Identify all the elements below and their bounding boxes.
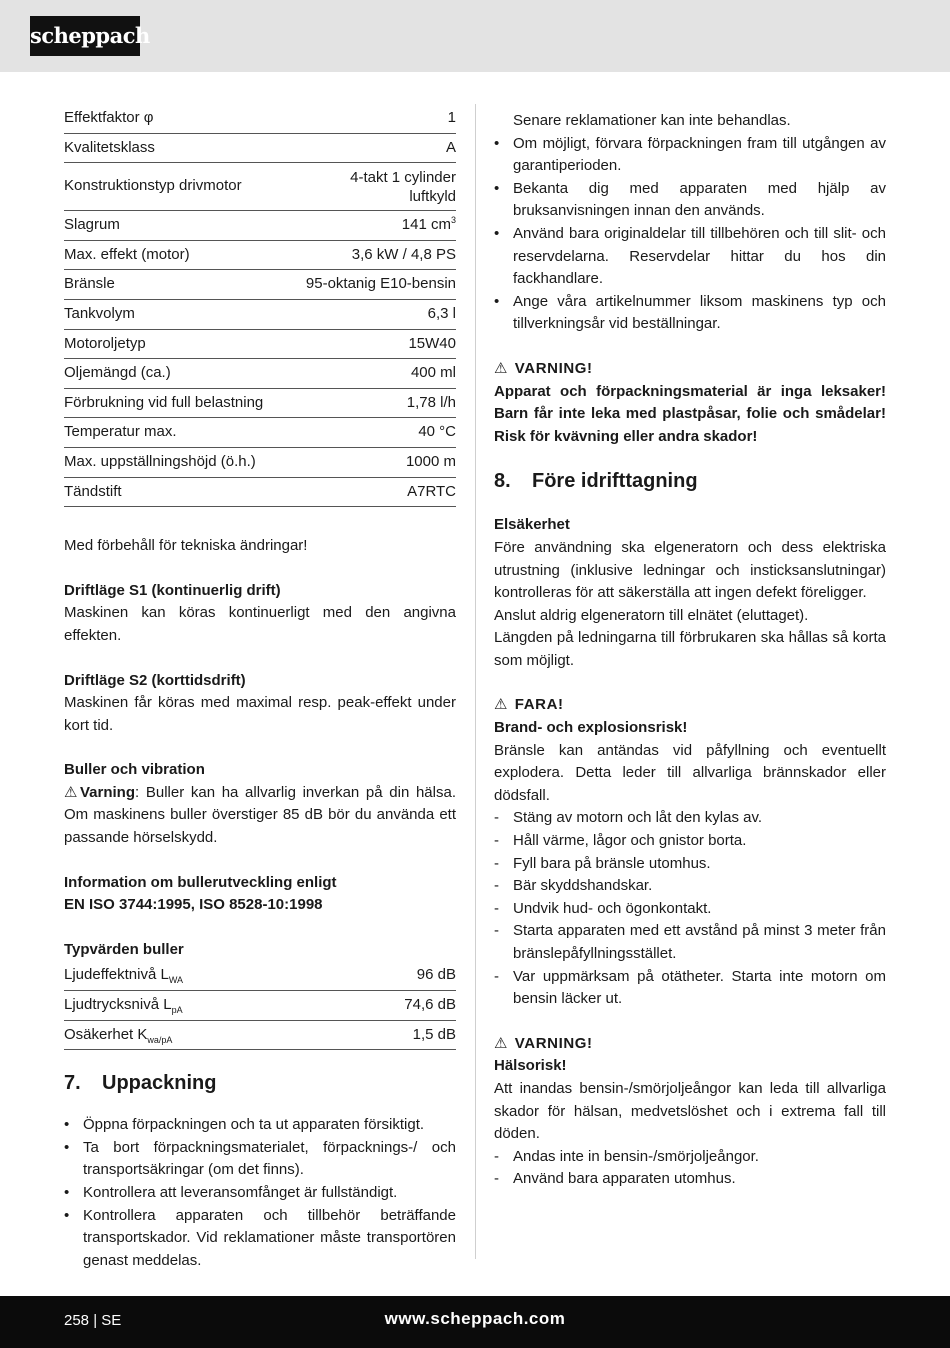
elec-text: Före användning ska elgeneratorn och dess elektriska utrustning (inklusive ledningar och insticksanslutningar) kontrolleras för att säkerställa att ingen defekt föreligger.: [494, 538, 886, 602]
list-item: - Håll värme, lågor och gnistor borta.: [494, 830, 886, 853]
section-8-number: 8.: [494, 470, 511, 493]
spec-label: Effektfaktor φ: [64, 104, 288, 133]
spec-value: [288, 211, 456, 241]
s1-text: Maskinen kan köras kontinuerligt med den angivna effekten.: [64, 604, 456, 644]
s2-heading: Driftläge S2 (korttidsdrift): [64, 671, 246, 689]
spec-value-line2: luftkyld: [409, 187, 456, 205]
table-row: [64, 133, 456, 163]
table-row: [64, 329, 456, 359]
table-row: [64, 104, 456, 133]
warning-2-subheading: Hälsorisk!: [494, 1057, 567, 1075]
section-7-number: 7.: [64, 1072, 81, 1095]
list-item: • Använd bara originaldelar till tillbehören och till slit- och reservdelarna. Reservdelar hittar du hos din fackhandlare.: [494, 223, 886, 291]
list-item: - Stäng av motorn och låt den kylas av.: [494, 807, 886, 830]
reservation-note: Med förbehåll för tekniska ändringar!: [64, 537, 308, 555]
page-header: [0, 0, 950, 72]
s1-heading: Driftläge S1 (kontinuerlig drift): [64, 581, 281, 599]
right-column: [494, 110, 886, 1191]
noise-label-sub: WA: [168, 975, 183, 986]
list-item: • Öppna förpackningen och ta ut apparaten försiktigt.: [64, 1114, 456, 1137]
table-row: [64, 163, 456, 211]
list-item: • Ange våra artikelnummer liksom maskinens typ och tillverkningsår vid beställningar.: [494, 291, 886, 336]
table-row: [64, 1020, 456, 1050]
noise-table: [64, 961, 456, 1050]
list-item: • Bekanta dig med apparaten med hjälp av bruksanvisningen innan den används.: [494, 178, 886, 223]
noise-label-main: Ljudtrycksnivå L: [64, 996, 172, 1014]
spec-label: Max. effekt (motor): [64, 240, 288, 270]
noise-value: 1,5 dB: [337, 1020, 456, 1050]
elec-heading: Elsäkerhet: [494, 516, 570, 534]
noise-warning-text: : Buller kan ha allvarlig inverkan på din hälsa. Om maskinens buller överstiger 85 dB bör du använda ett passande hörselskydd.: [64, 783, 456, 847]
info-heading-2: EN ISO 3744:1995, ISO 8528-10:1998: [64, 896, 323, 914]
noise-label-main: Osäkerhet K: [64, 1025, 148, 1043]
noise-label: [64, 1020, 337, 1050]
continued-text: Senare reklamationer kan inte behandlas.: [513, 112, 791, 129]
warning-2-title: VARNING!: [514, 1034, 593, 1052]
warning-1-heading: [494, 358, 886, 381]
warning-2-text: Att inandas bensin-/smörjoljeångor kan leda till allvarliga skador för hälsan, medvetslöshet och i extrema fall till döden.: [494, 1079, 886, 1143]
noise-heading: Buller och vibration: [64, 761, 205, 779]
noise-value: 96 dB: [337, 961, 456, 990]
list-item: - Starta apparaten med ett avstånd på minst 3 meter från bränslepåfyllningsstället.: [494, 920, 886, 965]
warning-2-heading: [494, 1033, 886, 1056]
brand-logo: scheppach: [30, 16, 140, 56]
section-8-heading: [494, 468, 886, 494]
spec-label: Kvalitetsklass: [64, 133, 288, 163]
warning-triangle-icon: ⚠: [494, 359, 509, 377]
spec-value: 400 ml: [288, 359, 456, 389]
spec-value: 6,3 l: [288, 299, 456, 329]
noise-label: [64, 961, 337, 990]
packaging-list: [494, 133, 886, 336]
left-column: [64, 104, 456, 1272]
spec-value: 40 °C: [288, 418, 456, 448]
spec-value-line1: 4-takt 1 cylinder: [350, 168, 456, 186]
spec-label: Max. uppställningshöjd (ö.h.): [64, 447, 288, 477]
website-link[interactable]: www.scheppach.com: [384, 1309, 566, 1328]
noise-warning: [64, 782, 456, 850]
table-row: [64, 359, 456, 389]
danger-title: FARA!: [514, 696, 564, 714]
list-item: - Bär skyddshandskar.: [494, 875, 886, 898]
table-row: [64, 447, 456, 477]
warning-1-title: VARNING!: [514, 359, 593, 377]
spec-label: Tändstift: [64, 477, 288, 507]
spec-value: 3,6 kW / 4,8 PS: [288, 240, 456, 270]
spec-value-main: 141 cm: [401, 216, 451, 234]
spec-label: Tankvolym: [64, 299, 288, 329]
noise-label-sub: wa/pA: [147, 1034, 173, 1045]
column-divider: [475, 104, 476, 1259]
list-item: • Ta bort förpackningsmaterialet, förpacknings-/ och transportsäkringar (om det finns).: [64, 1137, 456, 1182]
danger-heading: [494, 694, 886, 717]
table-row: [64, 299, 456, 329]
spec-label: Motoroljetyp: [64, 329, 288, 359]
table-row: [64, 961, 456, 990]
spec-value-sup: 3: [450, 215, 456, 226]
list-item: - Var uppmärksam på otätheter. Starta inte motorn om bensin läcker ut.: [494, 966, 886, 1011]
table-row: [64, 991, 456, 1021]
table-row: [64, 388, 456, 418]
warning-1-text: Apparat och förpackningsmaterial är inga leksaker! Barn får inte leka med plastpåsar, folie och smådelar! Risk för kvävning eller andra skador!: [494, 382, 886, 445]
spec-value: [288, 163, 456, 211]
noise-label-main: Ljudeffektnivå L: [64, 966, 169, 984]
spec-label: Förbrukning vid full belastning: [64, 388, 288, 418]
list-item: • Kontrollera apparaten och tillbehör beträffande transportskador. Vid reklamationer måste transportören genast meddelas.: [64, 1205, 456, 1273]
danger-subheading: Brand- och explosionsrisk!: [494, 719, 688, 737]
table-row: [64, 477, 456, 507]
warning-triangle-icon: ⚠: [494, 696, 509, 714]
elec-text-2: Anslut aldrig elgeneratorn till elnätet (eluttaget).: [494, 606, 809, 624]
noise-label: [64, 991, 337, 1021]
spec-value: 1,78 l/h: [288, 388, 456, 418]
s2-text: Maskinen får köras med maximal resp. peak-effekt under kort tid.: [64, 694, 456, 734]
spec-value: 1: [288, 104, 456, 133]
table-row: [64, 240, 456, 270]
spec-value: 15W40: [288, 329, 456, 359]
list-item: - Använd bara apparaten utomhus.: [494, 1168, 886, 1191]
spec-value: 95-oktanig E10-bensin: [288, 270, 456, 300]
list-item: - Fyll bara på bränsle utomhus.: [494, 853, 886, 876]
spec-label: Bränsle: [64, 270, 288, 300]
info-heading-1: Information om bullerutveckling enligt: [64, 873, 337, 891]
spec-label: Temperatur max.: [64, 418, 288, 448]
noise-label-sub: pA: [171, 1005, 183, 1016]
table-row: [64, 211, 456, 241]
list-item: - Undvik hud- och ögonkontakt.: [494, 898, 886, 921]
list-item: • Kontrollera att leveransomfånget är fullständigt.: [64, 1182, 456, 1205]
noise-warning-label: Varning: [80, 783, 136, 801]
elec-text-3: Längden på ledningarna till förbrukaren ska hållas så korta som möjligt.: [494, 629, 886, 669]
unpack-list: [64, 1114, 456, 1272]
section-7-title: Uppackning: [102, 1072, 217, 1095]
health-list: [494, 1146, 886, 1191]
table-row: [64, 418, 456, 448]
spec-value: A: [288, 133, 456, 163]
page-footer: [0, 1296, 950, 1348]
spec-label: Oljemängd (ca.): [64, 359, 288, 389]
warning-triangle-icon: ⚠: [64, 783, 78, 801]
spec-label: Slagrum: [64, 211, 288, 241]
noise-value: 74,6 dB: [337, 991, 456, 1021]
spec-label: Konstruktionstyp drivmotor: [64, 163, 288, 211]
list-item: - Andas inte in bensin-/smörjoljeångor.: [494, 1146, 886, 1169]
typ-heading: Typvärden buller: [64, 940, 184, 958]
danger-text: Bränsle kan antändas vid påfyllning och eventuellt explodera. Detta leder till allvarliga brännskador eller dödsfall.: [494, 741, 886, 804]
spec-value: A7RTC: [288, 477, 456, 507]
warning-triangle-icon: ⚠: [494, 1034, 509, 1052]
spec-table: [64, 104, 456, 507]
section-7-heading: [64, 1070, 456, 1096]
danger-list: [494, 807, 886, 1010]
spec-value: 1000 m: [288, 447, 456, 477]
section-8-title: Före idrifttagning: [532, 470, 698, 493]
page-number: 258 | SE: [64, 1312, 122, 1329]
table-row: [64, 270, 456, 300]
list-item: • Om möjligt, förvara förpackningen fram till utgången av garantiperioden.: [494, 133, 886, 178]
